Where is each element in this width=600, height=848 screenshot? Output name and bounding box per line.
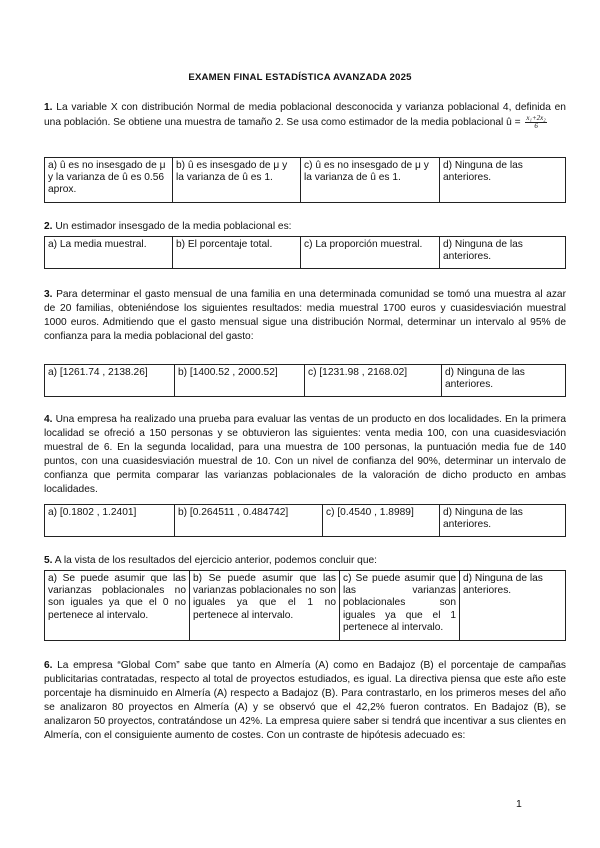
question-text: Un estimador insesgado de la media poblacional es: — [55, 221, 292, 232]
exam-title: EXAMEN FINAL ESTADÍSTICA AVANZADA 2025 — [188, 72, 412, 83]
option-c[interactable]: c) û es no insesgado de μ y la varianza de û es 1. — [301, 158, 440, 203]
formula-numerator: x₁+2x₂ — [526, 114, 546, 123]
formula-denominator: 6 — [534, 122, 538, 131]
question-number: 1. — [44, 102, 53, 113]
option-d[interactable]: d) Ninguna de las anteriores. — [440, 237, 566, 269]
option-a[interactable]: a) [1261.74 , 2138.26] — [45, 365, 175, 397]
options-table-4 — [44, 504, 566, 537]
question-number: 3. — [44, 289, 53, 300]
option-d[interactable]: d) Ninguna de las anteriores. — [460, 571, 566, 641]
question-text: A la vista de los resultados del ejercicio anterior, podemos concluir que: — [54, 555, 377, 566]
option-c[interactable]: c) [1231.98 , 2168.02] — [305, 365, 442, 397]
option-c[interactable]: c) La proporción muestral. — [301, 237, 440, 269]
option-c[interactable]: c) [0.4540 , 1.8989] — [323, 505, 440, 537]
question-1 — [44, 101, 566, 130]
question-number: 2. — [44, 221, 53, 232]
option-a[interactable]: a) û es no insesgado de μ y la varianza de û es 0.56 aprox. — [45, 158, 173, 203]
options-table-3 — [44, 364, 566, 397]
option-d[interactable]: d) Ninguna de las anteriores. — [440, 505, 566, 537]
estimator-formula — [525, 115, 546, 130]
option-b[interactable]: b) El porcentaje total. — [173, 237, 301, 269]
option-a[interactable]: a) Se puede asumir que las varianzas poblacionales no son iguales ya que el 0 no pertenece al intervalo. — [45, 571, 190, 641]
option-a[interactable]: a) La media muestral. — [45, 237, 173, 269]
option-b[interactable]: b) [0.264511 , 0.484742] — [175, 505, 323, 537]
question-text: La empresa “Global Com” sabe que tanto en Almería (A) como en Badajoz (B) el porcentaje de campañas publicitarias contratadas, respecto al total de proyectos estudiados, es igual. La directiva piensa que este año este porcentaje ha disminuido en Almería (A) respecto a Badajoz (B). Para contrastarlo, en los primeros meses del año se analizaron 80 proyectos en Almería (A) y se observó que el 42,2% fueron contratos. En Badajoz (B), se analizaron 50 proyectos, contratándose un 42%. La empresa quiere saber si tendrá que incentivar a sus clientes en Almería, con el consiguiente aumento de costes. Con un contraste de hipótesis adecuado es: — [44, 660, 566, 742]
question-6 — [44, 659, 566, 744]
page-number: 1 — [516, 798, 522, 810]
option-b[interactable]: b) [1400.52 , 2000.52] — [175, 365, 305, 397]
options-table-5 — [44, 570, 566, 641]
option-c[interactable]: c) Se puede asumir que las varianzas poblacionales son iguales ya que el 1 pertenece al intervalo. — [340, 571, 460, 641]
question-text: Una empresa ha realizado una prueba para evaluar las ventas de un producto en dos localidades. En la primera localidad se ofreció a 150 personas y se obtuvieron las siguientes: venta media 100, con una cuasidesviación muestral de 6. En la segunda localidad, para una muestra de 100 personas, la puntuación media fue de 140 puntos, con una cuasidesviación muestral de 10. Con un nivel de confianza del 90%, determinar un intervalo de confianza que permita comparar las varianzas poblacionales de la valoración de dicho producto en ambas localidades. — [44, 414, 566, 496]
question-text: La variable X con distribución Normal de media poblacional desconocida y varianza poblacional 4, definida en una población. Se obtiene una muestra de tamaño 2. Se usa como estimador de la media poblacional û = — [44, 102, 566, 129]
question-number: 5. — [44, 555, 53, 566]
question-text: Para determinar el gasto mensual de una familia en una determinada comunidad se tomó una muestra al azar de 20 familias, obteniéndose los siguientes resultados: media muestral 1700 euros y cuasidesviación muestral 1000 euros. Admitiendo que el gasto mensual sigue una distribución Normal, determinar un intervalo al 95% de confianza para la media poblacional del gasto: — [44, 289, 566, 343]
question-2 — [44, 220, 566, 234]
question-number: 6. — [44, 660, 53, 671]
option-b[interactable]: b) û es insesgado de μ y la varianza de û es 1. — [173, 158, 301, 203]
option-d[interactable]: d) Ninguna de las anteriores. — [440, 158, 566, 203]
question-4 — [44, 413, 566, 498]
question-number: 4. — [44, 414, 53, 425]
question-3 — [44, 288, 566, 344]
option-a[interactable]: a) [0.1802 , 1.2401] — [45, 505, 175, 537]
option-b[interactable]: b) Se puede asumir que las varianzas poblacionales no son iguales ya que el 1 no pertenece al intervalo. — [190, 571, 340, 641]
options-table-2 — [44, 236, 566, 269]
options-table-1 — [44, 157, 566, 203]
option-d[interactable]: d) Ninguna de las anteriores. — [442, 365, 566, 397]
question-5 — [44, 554, 566, 568]
